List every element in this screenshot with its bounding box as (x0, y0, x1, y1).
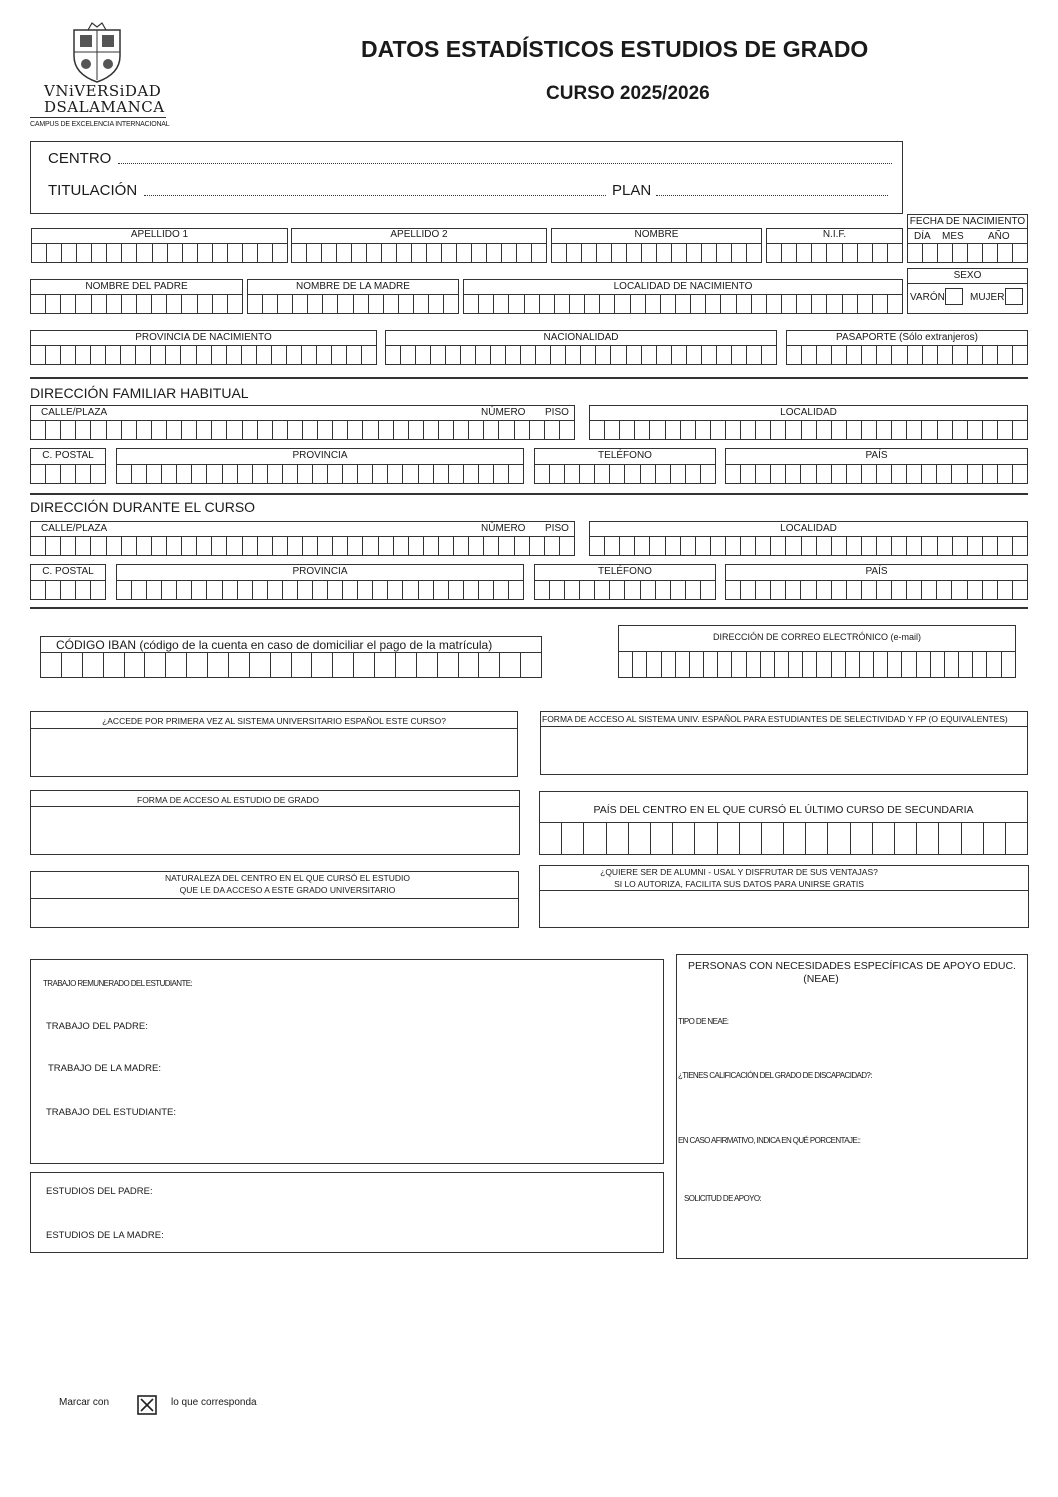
alumni-line-2: SI LO AUTORIZA, FACILITA SUS DATOS PARA UNIRSE GRATIS (614, 879, 864, 889)
nacionalidad-field[interactable] (385, 345, 777, 365)
pais-centro-label: PAÍS DEL CENTRO EN EL QUE CURSÓ EL ÚLTIMO CURSO DE SECUNDARIA (593, 804, 974, 816)
fecha-nacimiento-field[interactable] (907, 243, 1028, 263)
centro-label: CENTRO (48, 150, 112, 167)
nacionalidad-label: NACIONALIDAD (543, 332, 619, 343)
pais-centro-field[interactable] (539, 822, 1028, 855)
nif-field[interactable] (766, 243, 903, 263)
titulacion-label: TITULACIÓN (48, 182, 138, 199)
trabajo-box (30, 959, 664, 1164)
dc-localidad-field[interactable] (589, 536, 1028, 556)
logo-line-1: VNiVERSiDAD (44, 82, 162, 100)
df-cpostal-label: C. POSTAL (42, 450, 94, 461)
trabajo-madre-label[interactable]: TRABAJO DE LA MADRE: (48, 1063, 161, 1074)
dc-telefono-field[interactable] (534, 580, 716, 600)
direccion-curso-title: DIRECCIÓN DURANTE EL CURSO (30, 499, 256, 515)
nombre-padre-field[interactable] (30, 294, 243, 314)
centro-field[interactable] (118, 162, 892, 164)
estudios-madre-label[interactable]: ESTUDIOS DE LA MADRE: (46, 1230, 164, 1241)
provincia-nacimiento-field[interactable] (30, 345, 377, 365)
apellido2-label: APELLIDO 2 (390, 229, 448, 240)
nombre-label: NOMBRE (634, 229, 679, 240)
trabajo-estudiante-label[interactable]: TRABAJO DEL ESTUDIANTE: (46, 1107, 177, 1118)
plan-field[interactable] (656, 194, 888, 196)
iban-label: CÓDIGO IBAN (código de la cuenta en caso de domiciliar el pago de la matrícula) (56, 638, 493, 652)
corresponda-text: lo que corresponda (171, 1397, 257, 1408)
neae-tipo-label[interactable]: TIPO DE NEAE: (678, 1017, 729, 1026)
mujer-checkbox[interactable] (1005, 288, 1023, 305)
df-pais-field[interactable] (725, 464, 1028, 484)
df-provincia-label: PROVINCIA (292, 450, 348, 461)
apellido1-field[interactable] (31, 243, 288, 263)
localidad-nacimiento-field[interactable] (463, 294, 903, 314)
plan-label: PLAN (612, 182, 652, 199)
trabajo-remunerado-label[interactable]: TRABAJO REMUNERADO DEL ESTUDIANTE: (43, 979, 193, 988)
trabajo-padre-label[interactable]: TRABAJO DEL PADRE: (46, 1021, 148, 1032)
df-telefono-field[interactable] (534, 464, 716, 484)
section-divider (30, 377, 1028, 379)
dc-numero-label: NÚMERO (481, 523, 526, 534)
anio-label: AÑO (988, 231, 1010, 242)
nombre-madre-field[interactable] (247, 294, 459, 314)
email-field[interactable] (618, 651, 1016, 678)
section-divider (30, 493, 1028, 495)
dc-pais-field[interactable] (725, 580, 1028, 600)
varon-label: VARÓN (910, 292, 945, 303)
forma-acceso-sistema-label: FORMA DE ACCESO AL SISTEMA UNIV. ESPAÑOL PARA ESTUDIANTES DE SELECTIVIDAD Y FP (O EQUIVALENTES) (542, 714, 1008, 724)
direccion-familiar-title: DIRECCIÓN FAMILIAR HABITUAL (30, 385, 249, 401)
neae-box (676, 954, 1028, 1259)
estudios-padre-label[interactable]: ESTUDIOS DEL PADRE: (46, 1186, 153, 1197)
df-localidad-label: LOCALIDAD (780, 407, 837, 418)
marcar-text: Marcar con (59, 1397, 110, 1408)
apellido1-label: APELLIDO 1 (130, 229, 189, 240)
titulacion-field[interactable] (144, 194, 606, 196)
logo-divider (30, 117, 166, 118)
localidad-nacimiento-label: LOCALIDAD DE NACIMIENTO (613, 281, 753, 292)
mes-label: MES (942, 231, 964, 242)
mujer-label: MUJER (970, 292, 1005, 303)
naturaleza-line-2: QUE LE DA ACCESO A ESTE GRADO UNIVERSITARIO (179, 885, 396, 895)
dc-cpostal-label: C. POSTAL (42, 566, 94, 577)
df-calle-field[interactable] (30, 420, 575, 440)
nif-label: N.I.F. (822, 229, 847, 240)
df-numero-label: NÚMERO (481, 407, 526, 418)
email-label: DIRECCIÓN DE CORREO ELECTRÓNICO (e-mail) (712, 632, 921, 642)
dc-piso-label: PISO (545, 523, 569, 534)
nombre-madre-label: NOMBRE DE LA MADRE (296, 281, 410, 292)
section-divider (30, 607, 1028, 609)
sexo-label: SEXO (953, 270, 982, 281)
course-title: CURSO 2025/2026 (546, 83, 710, 104)
dc-calle-label: CALLE/PLAZA (41, 523, 108, 534)
df-telefono-label: TELÉFONO (598, 450, 652, 461)
nombre-padre-label: NOMBRE DEL PADRE (85, 281, 188, 292)
dc-provincia-label: PROVINCIA (292, 566, 348, 577)
neae-porcentaje-label[interactable]: EN CASO AFIRMATIVO, INDICA EN QUÉ PORCENTAJE:: (678, 1136, 861, 1145)
primera-vez-label: ¿ACCEDE POR PRIMERA VEZ AL SISTEMA UNIVERSITARIO ESPAÑOL ESTE CURSO? (102, 716, 446, 726)
varon-checkbox[interactable] (945, 288, 963, 305)
dc-telefono-label: TELÉFONO (598, 566, 652, 577)
iban-field[interactable] (40, 652, 542, 678)
neae-calificacion-label[interactable]: ¿TIENES CALIFICACIÓN DEL GRADO DE DISCAPACIDAD?: (678, 1071, 872, 1080)
apellido2-field[interactable] (291, 243, 547, 263)
pasaporte-field[interactable] (786, 345, 1028, 365)
naturaleza-line-1: NATURALEZA DEL CENTRO EN EL QUE CURSÓ EL ESTUDIO (165, 873, 410, 883)
dc-localidad-label: LOCALIDAD (780, 523, 837, 534)
logo-line-2: DSALAMANCA (44, 98, 165, 116)
df-calle-label: CALLE/PLAZA (41, 407, 108, 418)
df-provincia-field[interactable] (116, 464, 524, 484)
fecha-nacimiento-label: FECHA DE NACIMIENTO (909, 216, 1026, 227)
alumni-line-1: ¿QUIERE SER DE ALUMNI - USAL Y DISFRUTAR DE SUS VENTAJAS? (600, 867, 878, 877)
university-crest-icon (68, 22, 126, 84)
checked-box-icon (137, 1395, 157, 1415)
logo-line-3: CAMPUS DE EXCELENCIA INTERNACIONAL (30, 121, 170, 128)
df-piso-label: PISO (545, 407, 569, 418)
dc-pais-label: PAÍS (865, 566, 888, 577)
provincia-nacimiento-label: PROVINCIA DE NACIMIENTO (135, 332, 272, 343)
page-title: DATOS ESTADÍSTICOS ESTUDIOS DE GRADO (361, 36, 869, 62)
df-localidad-field[interactable] (589, 420, 1028, 440)
centro-box (30, 141, 903, 214)
nombre-field[interactable] (551, 243, 762, 263)
df-pais-label: PAÍS (865, 450, 888, 461)
neae-solicitud-label[interactable]: SOLICITUD DE APOYO: (684, 1194, 762, 1203)
dia-label: DÍA (914, 231, 931, 242)
dc-calle-field[interactable] (30, 536, 575, 556)
dc-cpostal-field[interactable] (30, 580, 106, 600)
pasaporte-label: PASAPORTE (Sólo extranjeros) (836, 332, 978, 343)
neae-title-line-1: PERSONAS CON NECESIDADES ESPECÍFICAS DE APOYO EDUC. (688, 960, 1016, 972)
forma-acceso-grado-label: FORMA DE ACCESO AL ESTUDIO DE GRADO (137, 795, 319, 805)
df-cpostal-field[interactable] (30, 464, 106, 484)
neae-title-line-2: (NEAE) (803, 973, 839, 985)
dc-provincia-field[interactable] (116, 580, 524, 600)
